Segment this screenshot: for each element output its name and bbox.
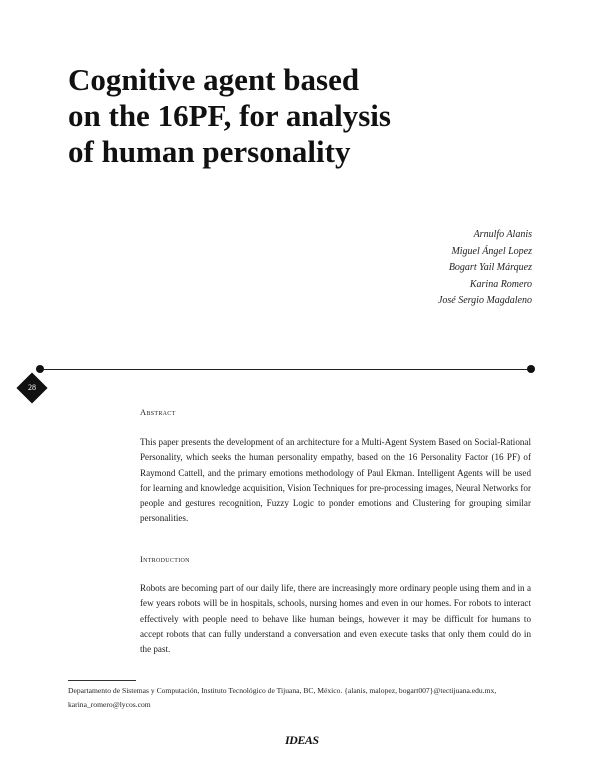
title-line: Cognitive agent based bbox=[68, 62, 360, 97]
title-line: of human personality bbox=[68, 134, 351, 169]
journal-logo: IDEAS bbox=[285, 733, 319, 747]
abstract-text: This paper presents the development of an architecture for a Multi-Agent System Based on Social-Rational Personality, which seeks the human personality empathy, based on the 16 Personality Factor (16 PF) of Raymond Cattell, and the primary emotions methodology of Paul Ekman. Intelligent Agents will be used for learning and knowledge acquisition, Vision Techniques for pre-processing images, Neural Networks for people and gestures recognition, Fuzzy Logic to ponder emotions and Clustering for grouping similar personalities. bbox=[140, 437, 531, 524]
author-name: Bogart Yail Márquez bbox=[448, 262, 532, 274]
author-name: Arnulfo Alanis bbox=[473, 229, 532, 240]
abstract-heading: Abstract bbox=[140, 407, 176, 417]
author-name: Karina Romero bbox=[469, 278, 532, 290]
author-name: José Sergio Magdaleno bbox=[437, 295, 532, 307]
section-divider bbox=[38, 369, 532, 370]
author-list bbox=[438, 227, 532, 310]
footnote: Departamento de Sistemas y Computación, Instituto Tecnológico de Tijuana, BC, México. {alanis, malopez, bogart007}@tectijuana.edu.mx, karina_romero@lycos.com bbox=[68, 686, 497, 709]
footnote-rule bbox=[68, 680, 136, 681]
introduction-text: Robots are becoming part of our daily life, there are increasingly more ordinary people using them and in a few years robots will be in hospitals, schools, nursing homes and even in our homes. For robots to interact effectively with people need to behave like human beings, however it may be difficult for humans to accept robots that can fully understand a conversation and even execute tasks that only them could do in the past. bbox=[140, 583, 531, 655]
author-name: Miguel Ángel Lopez bbox=[451, 245, 532, 257]
page-number: 28 bbox=[28, 383, 36, 392]
divider-right-dot bbox=[527, 365, 535, 373]
divider-left-dot bbox=[36, 365, 44, 373]
paper-title bbox=[68, 62, 428, 170]
introduction-heading: Introduction bbox=[140, 554, 190, 564]
title-line: on the 16PF, for analysis bbox=[68, 98, 391, 133]
